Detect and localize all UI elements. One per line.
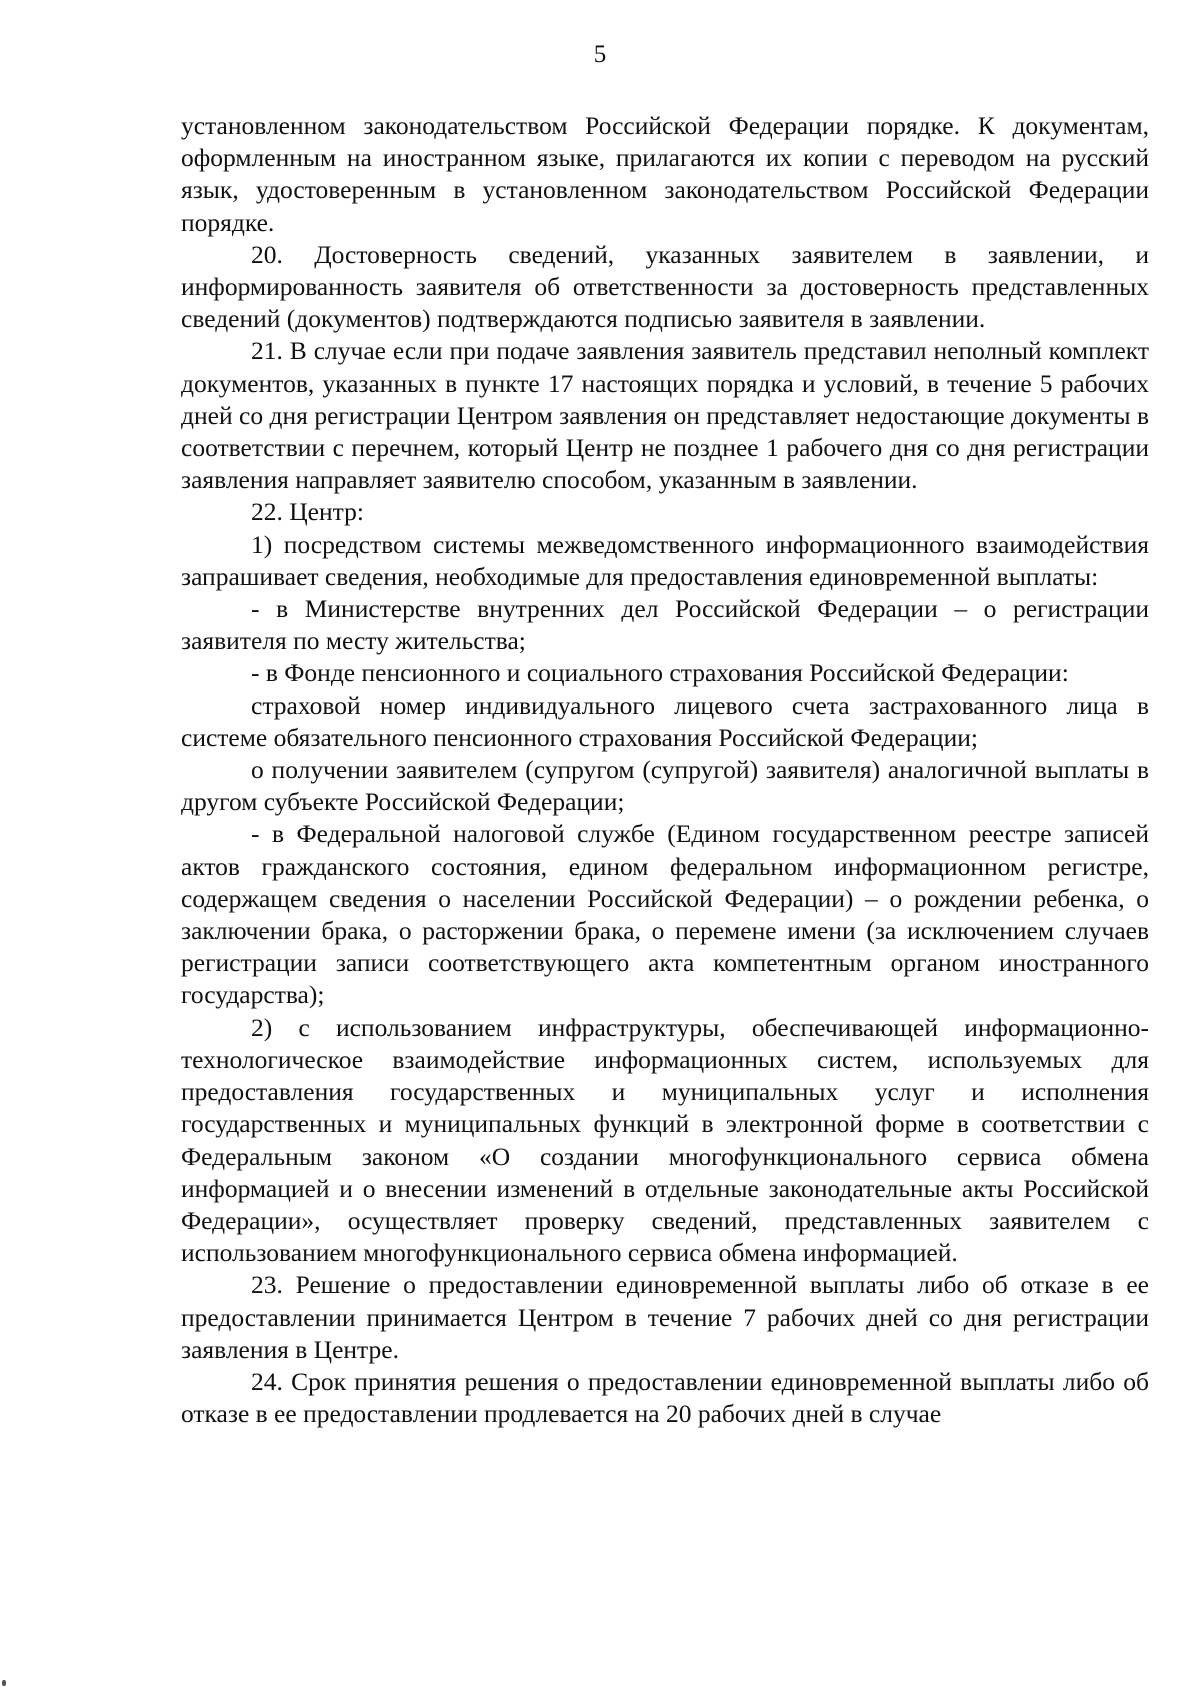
paragraph-22-item-1: 1) посредством системы межведомственного информационного взаимодействия запрашивает сведения, необходимые для предоставления единовременной выплаты: bbox=[181, 529, 1149, 591]
paragraph-22-item-1-sfr-snils: страховой номер индивидуального лицевого счета застрахованного лица в системе обязательного пенсионного страхования Российской Федерации; bbox=[181, 690, 1149, 752]
scan-artifact bbox=[2, 1680, 6, 1686]
paragraph-22-heading: 22. Центр: bbox=[251, 497, 364, 527]
page-number: 5 bbox=[593, 41, 607, 68]
paragraph-24: 24. Срок принятия решения о предоставлении единовременной выплаты либо об отказе в ее предоставлении продлевается на 20 рабочих дней в случае bbox=[181, 1366, 1149, 1429]
paragraph-22-item-1-fns: - в Федеральной налоговой службе (Едином государственном реестре записей актов гражданского состояния, едином федеральном информационном регистре, содержащем сведения о населении Российской Федерации) – о рождении ребенка, о заключении брака, о расторжении брака, о перемене имени (за исключением случаев регистрации записи соответствующего акта компетентным органом иностранного государства); bbox=[181, 819, 1149, 1010]
paragraph-22-item-1-sfr-payment: о получении заявителем (супругом (супругой) заявителя) аналогичной выплаты в другом субъекте Российской Федерации; bbox=[181, 755, 1149, 817]
paragraph-23: 23. Решение о предоставлении единовременной выплаты либо об отказе в ее предоставлении принимается Центром в течение 7 рабочих дней со дня регистрации заявления в Центре. bbox=[181, 1270, 1149, 1364]
paragraph-21: 21. В случае если при подаче заявления заявитель представил неполный комплект документов, указанных в пункте 17 настоящих порядка и условий, в течение 5 рабочих дней со дня регистрации Центром заявления он представляет недостающие документы в соответствии с перечнем, который Центр не позднее 1 рабочего дня со дня регистрации заявления направляет заявителю способом, указанным в заявлении. bbox=[181, 336, 1149, 495]
paragraph-22-item-1-sfr: - в Фонде пенсионного и социального страхования Российской Федерации: bbox=[251, 658, 1069, 688]
paragraph-22-item-2: 2) с использованием инфраструктуры, обеспечивающей информационно-технологическое взаимодействие информационных систем, используемых для предоставления государственных и муниципальных услуг и исполнения государственных и муниципальных функций в электронной форме в соответствии с Федеральным законом «О создании многофункционального сервиса обмена информацией и о внесении изменений в отдельные законодательные акты Российской Федерации», осуществляет проверку сведений, представленных заявителем с использованием многофункционального сервиса обмена информацией. bbox=[181, 1012, 1149, 1268]
document-body bbox=[181, 110, 1149, 1430]
paragraph-20: 20. Достоверность сведений, указанных заявителем в заявлении, и информированность заявителя об ответственности за достоверность представленных сведений (документов) подтверждаются подписью заявителя в заявлении. bbox=[181, 239, 1149, 334]
paragraph-continuation: установленном законодательством Российской Федерации порядке. К документам, оформленным на иностранном языке, прилагаются их копии с переводом на русский язык, удостоверенным в установленном законодательством Российской Федерации порядке. bbox=[181, 111, 1149, 237]
paragraph-22-item-1-mvd: - в Министерстве внутренних дел Российской Федерации – о регистрации заявителя по месту жительства; bbox=[181, 594, 1149, 656]
